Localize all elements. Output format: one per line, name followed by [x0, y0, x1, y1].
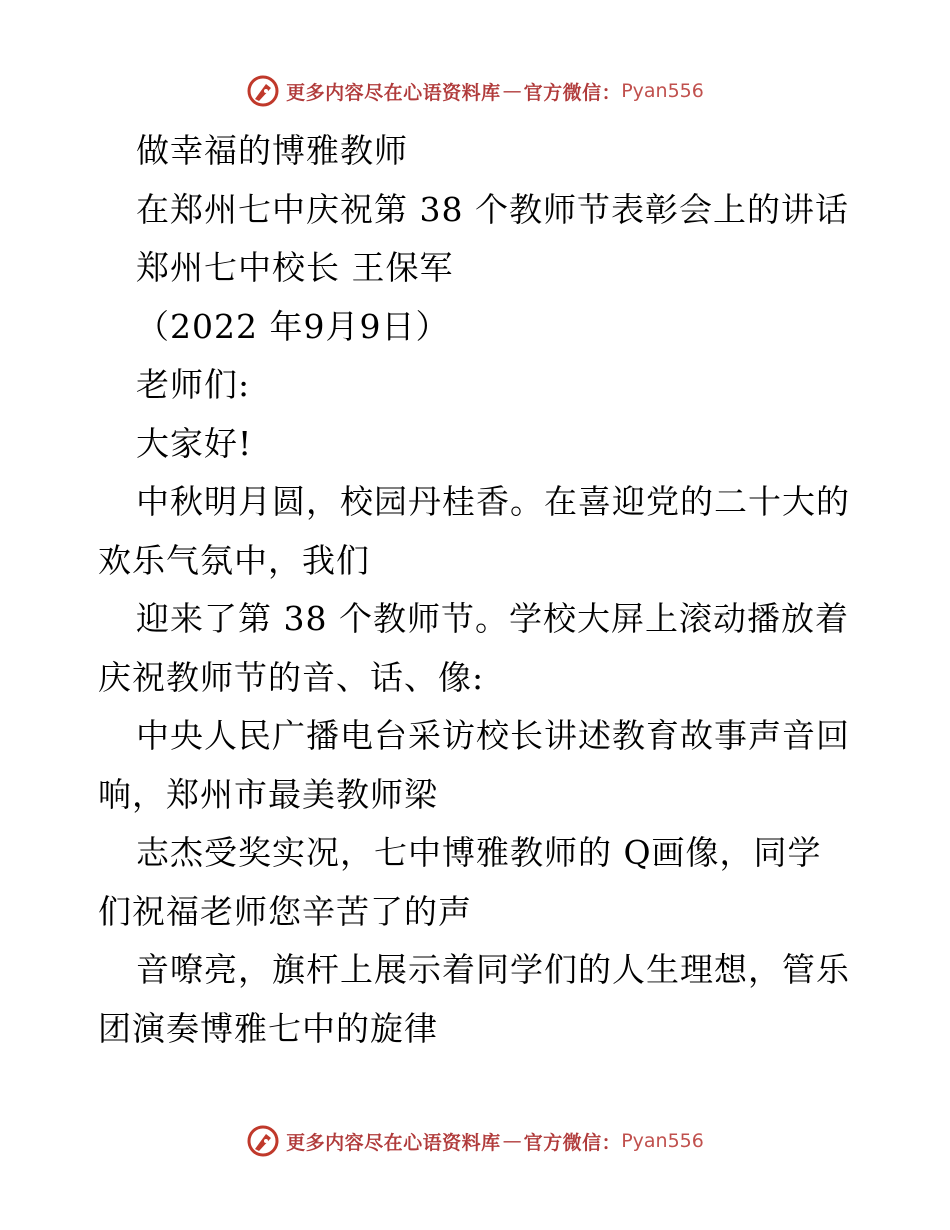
footer-watermark	[0, 1124, 950, 1158]
paragraph-line: 响，郑州市最美教师梁	[98, 774, 438, 814]
header-watermark	[0, 74, 950, 108]
pen-nib-logo-icon	[246, 74, 280, 108]
document-author: 郑州七中校长 王保军	[136, 248, 454, 287]
watermark-dash: —	[502, 80, 522, 102]
document-body	[98, 122, 858, 1058]
watermark-text: 更多内容尽在心语资料库	[286, 81, 501, 104]
salutation: 老师们:	[136, 365, 251, 404]
paragraph-line: 音嘹亮，旗杆上展示着同学们的人生理想，管乐	[136, 950, 850, 989]
document-title: 做幸福的博雅教师	[136, 131, 408, 170]
paragraph-line: 迎来了第 38 个教师节。学校大屏上滚动播放着	[136, 599, 849, 638]
paragraph-line: 团演奏博雅七中的旋律	[98, 1008, 438, 1048]
paragraph-line: 欢乐气氛中，我们	[98, 540, 370, 580]
paragraph-line: 庆祝教师节的音、话、像:	[98, 657, 485, 697]
watermark-wechat-id: Pyan556	[621, 1130, 704, 1152]
watermark-text: 更多内容尽在心语资料库	[286, 1131, 501, 1154]
greeting: 大家好!	[136, 423, 253, 463]
watermark-wechat-id: Pyan556	[621, 80, 704, 102]
paragraph-line: 志杰受奖实况，七中博雅教师的 Q画像，同学	[136, 833, 822, 872]
watermark-wechat-label: 官方微信：	[523, 1131, 622, 1154]
pen-nib-logo-icon	[246, 1124, 280, 1158]
paragraph-line: 中央人民广播电台采访校长讲述教育故事声音回	[136, 716, 850, 755]
document-date: （2022 年9月9日）	[136, 306, 450, 346]
watermark-dash: —	[502, 1130, 522, 1152]
paragraph-line: 中秋明月圆，校园丹桂香。在喜迎党的二十大的	[136, 482, 850, 521]
document-subtitle: 在郑州七中庆祝第 38 个教师节表彰会上的讲话	[136, 189, 849, 229]
watermark-wechat-label: 官方微信：	[523, 81, 622, 104]
paragraph-line: 们祝福老师您辛苦了的声	[98, 891, 472, 931]
